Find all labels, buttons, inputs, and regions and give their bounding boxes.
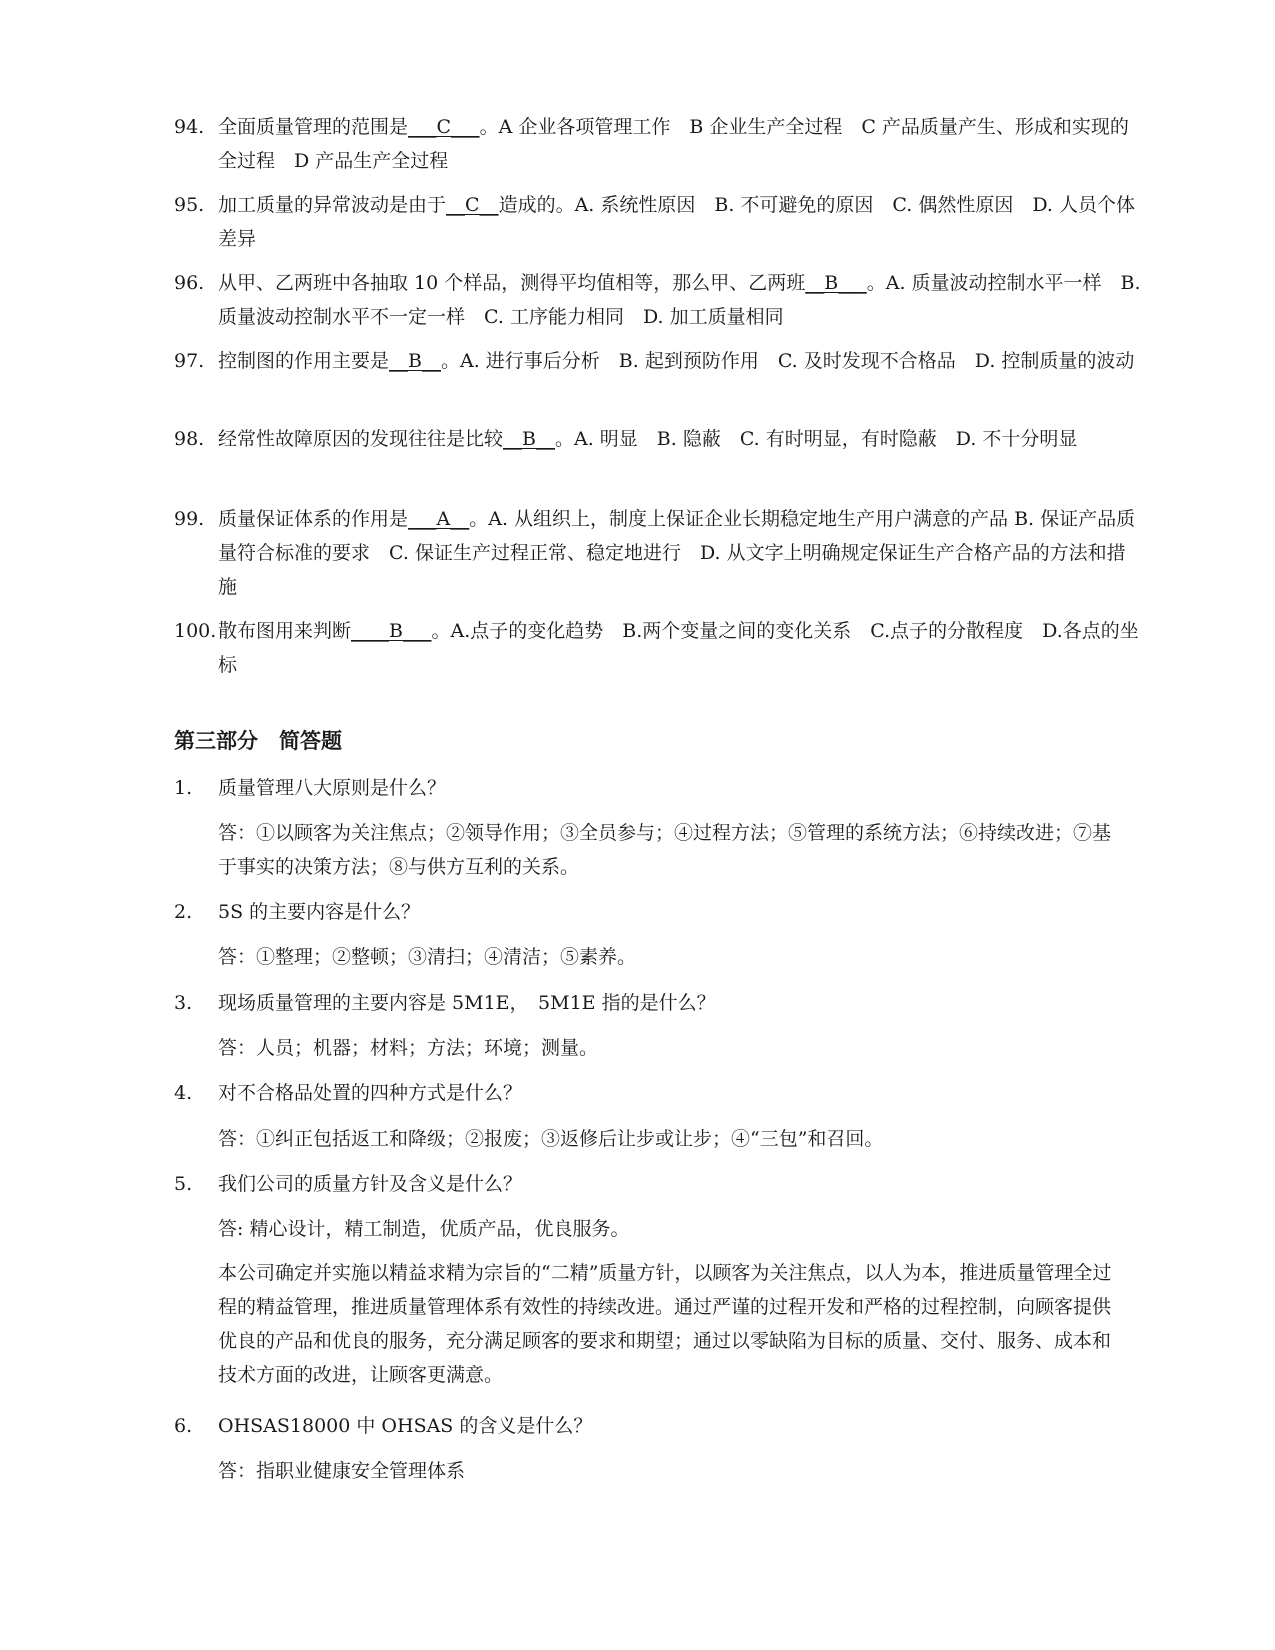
question-number: 99. (174, 508, 205, 530)
question-number: 94. (174, 116, 205, 138)
question-99 (174, 502, 1144, 604)
answer-blank: __B___ (805, 272, 867, 294)
answer-blank: ___A__ (408, 508, 470, 530)
question-100 (174, 614, 1144, 682)
question-text: 加工质量的异常波动是由于__C__造成的。A. 系统性原因 B. 不可避免的原因 C. 偶然性原因 D. 人员个体差异 (218, 194, 1135, 250)
question-text: 质量管理八大原则是什么？ (218, 777, 447, 799)
answer-blank: ____B___ (351, 620, 432, 642)
short-question-3 (174, 986, 1124, 1020)
short-question-1 (174, 771, 1124, 805)
question-text: 质量保证体系的作用是___A__。A. 从组织上，制度上保证企业长期稳定地生产用户满意的产品 B. 保证产品质量符合标准的要求 C. 保证生产过程正常、稳定地进行 D. 从文字上明确规定保证生产合格产品的方法和措施 (218, 508, 1136, 598)
question-94 (174, 110, 1144, 178)
question-text: 控制图的作用主要是__B__。A. 进行事后分析 B. 起到预防作用 C. 及时发现不合格品 D. 控制质量的波动 (218, 350, 1135, 372)
question-number: 1. (174, 777, 193, 799)
question-number: 3. (174, 992, 193, 1014)
answer-text: 答：指职业健康安全管理体系 (218, 1460, 466, 1482)
question-number: 4. (174, 1082, 193, 1104)
question-text: 经常性故障原因的发现往往是比较__B__。A. 明显 B. 隐蔽 C. 有时明显，有时隐蔽 D. 不十分明显 (218, 428, 1078, 450)
answer-blank: __C__ (446, 194, 499, 216)
question-text: OHSAS18000 中 OHSAS 的含义是什么？ (218, 1415, 593, 1437)
question-text: 对不合格品处置的四种方式是什么？ (218, 1082, 523, 1104)
short-question-5 (174, 1167, 1124, 1201)
answer-blank: ___C___ (408, 116, 480, 138)
question-number: 6. (174, 1415, 193, 1437)
answer-text: 答：人员；机器；材料；方法；环境；测量。 (218, 1037, 599, 1059)
question-text: 从甲、乙两班中各抽取 10 个样品，测得平均值相等，那么甲、乙两班__B___。A. 质量波动控制水平一样 B. 质量波动控制水平不一定一样 C. 工序能力相同 D. 加工质量相同 (218, 272, 1141, 328)
short-question-2 (174, 895, 1124, 929)
question-97 (174, 344, 1144, 378)
answer-blank: __B__ (389, 350, 441, 372)
question-96 (174, 266, 1144, 334)
answer-blank: __B__ (503, 428, 555, 450)
question-number: 2. (174, 901, 193, 923)
question-95 (174, 188, 1144, 256)
question-number: 100. (174, 620, 217, 642)
answer-text: 答：①以顾客为关注焦点；②领导作用；③全员参与；④过程方法；⑤管理的系统方法；⑥持续改进；⑦基于事实的决策方法；⑧与供方互利的关系。 (218, 822, 1112, 878)
section-title: 第三部分 简答题 (174, 729, 342, 753)
question-98 (174, 422, 1144, 456)
question-text: 我们公司的质量方针及含义是什么？ (218, 1173, 523, 1195)
answer-paragraph: 本公司确定并实施以精益求精为宗旨的“二精”质量方针，以顾客为关注焦点，以人为本，推进质量管理全过程的精益管理，推进质量管理体系有效性的持续改进。通过严谨的过程开发和严格的过程控制，向顾客提供优良的产品和优良的服务，充分满足顾客的要求和期望；通过以零缺陷为目标的质量、交付、服务、成本和技术方面的改进，让顾客更满意。 (218, 1262, 1112, 1386)
question-number: 97. (174, 350, 205, 372)
short-question-6 (174, 1409, 1124, 1443)
question-number: 96. (174, 272, 205, 294)
question-number: 95. (174, 194, 205, 216)
question-number: 98. (174, 428, 205, 450)
short-question-4 (174, 1076, 1124, 1110)
answer-text: 答: 精心设计，精工制造，优质产品，优良服务。 (218, 1218, 630, 1240)
question-text: 散布图用来判断____B___。A.点子的变化趋势 B.两个变量之间的变化关系 C.点子的分散程度 D.各点的坐标 (218, 620, 1139, 676)
question-text: 现场质量管理的主要内容是 5M1E， 5M1E 指的是什么？ (218, 992, 716, 1014)
answer-text: 答：①纠正包括返工和降级；②报废；③返修后让步或让步；④“三包”和召回。 (218, 1128, 884, 1150)
answer-text: 答：①整理；②整顿；③清扫；④清洁；⑤素养。 (218, 946, 637, 968)
question-text: 全面质量管理的范围是___C___。A 企业各项管理工作 B 企业生产全过程 C 产品质量产生、形成和实现的全过程 D 产品生产全过程 (218, 116, 1129, 172)
question-text: 5S 的主要内容是什么？ (218, 901, 421, 923)
question-number: 5. (174, 1173, 193, 1195)
